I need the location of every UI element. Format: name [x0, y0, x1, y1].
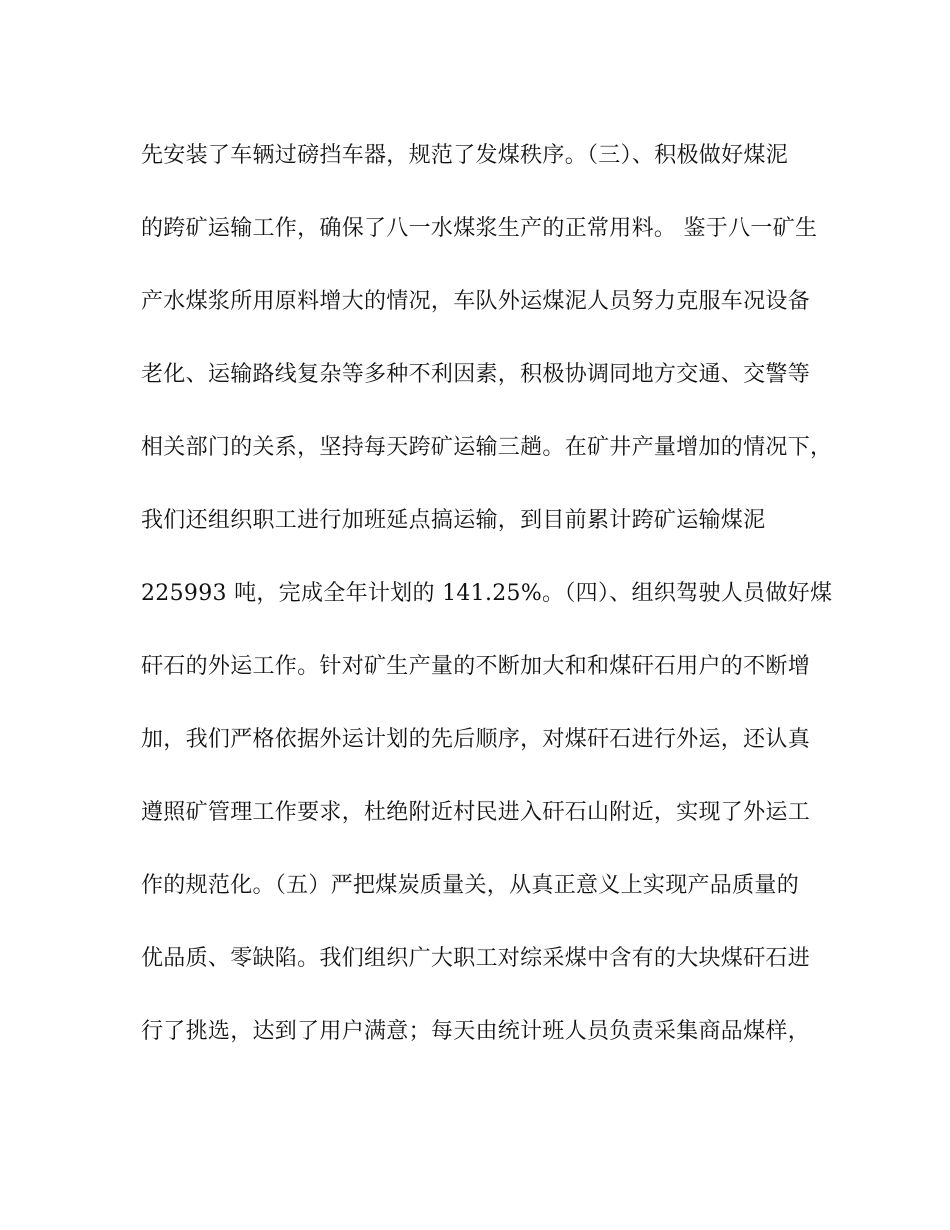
- text-line: 加，我们严格依据外运计划的先后顺序，对煤矸石进行外运，还认真: [141, 727, 811, 752]
- text-line: 相关部门的关系，坚持每天跨矿运输三趟。在矿井产量增加的情况下，: [141, 435, 833, 460]
- text-line: 225993 吨，完成全年计划的 141.25%。（四）、组织驾驶人员做好煤: [141, 581, 833, 606]
- text-line: 优品质、零缺陷。我们组织广大职工对综采煤中含有的大块煤矸石进: [141, 946, 811, 971]
- text-line: 先安装了车辆过磅挡车器，规范了发煤秩序。（三）、积极做好煤泥: [141, 143, 789, 168]
- text-line: 的跨矿运输工作，确保了八一水煤浆生产的正常用料。 鉴于八一矿生: [141, 216, 818, 241]
- text-line: 遵照矿管理工作要求，杜绝附近村民进入矸石山附近，实现了外运工: [141, 800, 811, 825]
- text-line: 矸石的外运工作。针对矿生产量的不断加大和和煤矸石用户的不断增: [141, 654, 811, 679]
- text-line: 老化、运输路线复杂等多种不利因素，积极协调同地方交通、交警等: [141, 362, 811, 387]
- text-line: 产水煤浆所用原料增大的情况，车队外运煤泥人员努力克服车况设备: [141, 289, 811, 314]
- text-line: 我们还组织职工进行加班延点搞运输，到目前累计跨矿运输煤泥: [141, 508, 766, 533]
- text-line: 作的规范化。（五）严把煤炭质量关，从真正意义上实现产品质量的: [141, 873, 800, 898]
- text-line: 行了挑选，达到了用户满意；每天由统计班人员负责采集商品煤样，: [141, 1019, 811, 1044]
